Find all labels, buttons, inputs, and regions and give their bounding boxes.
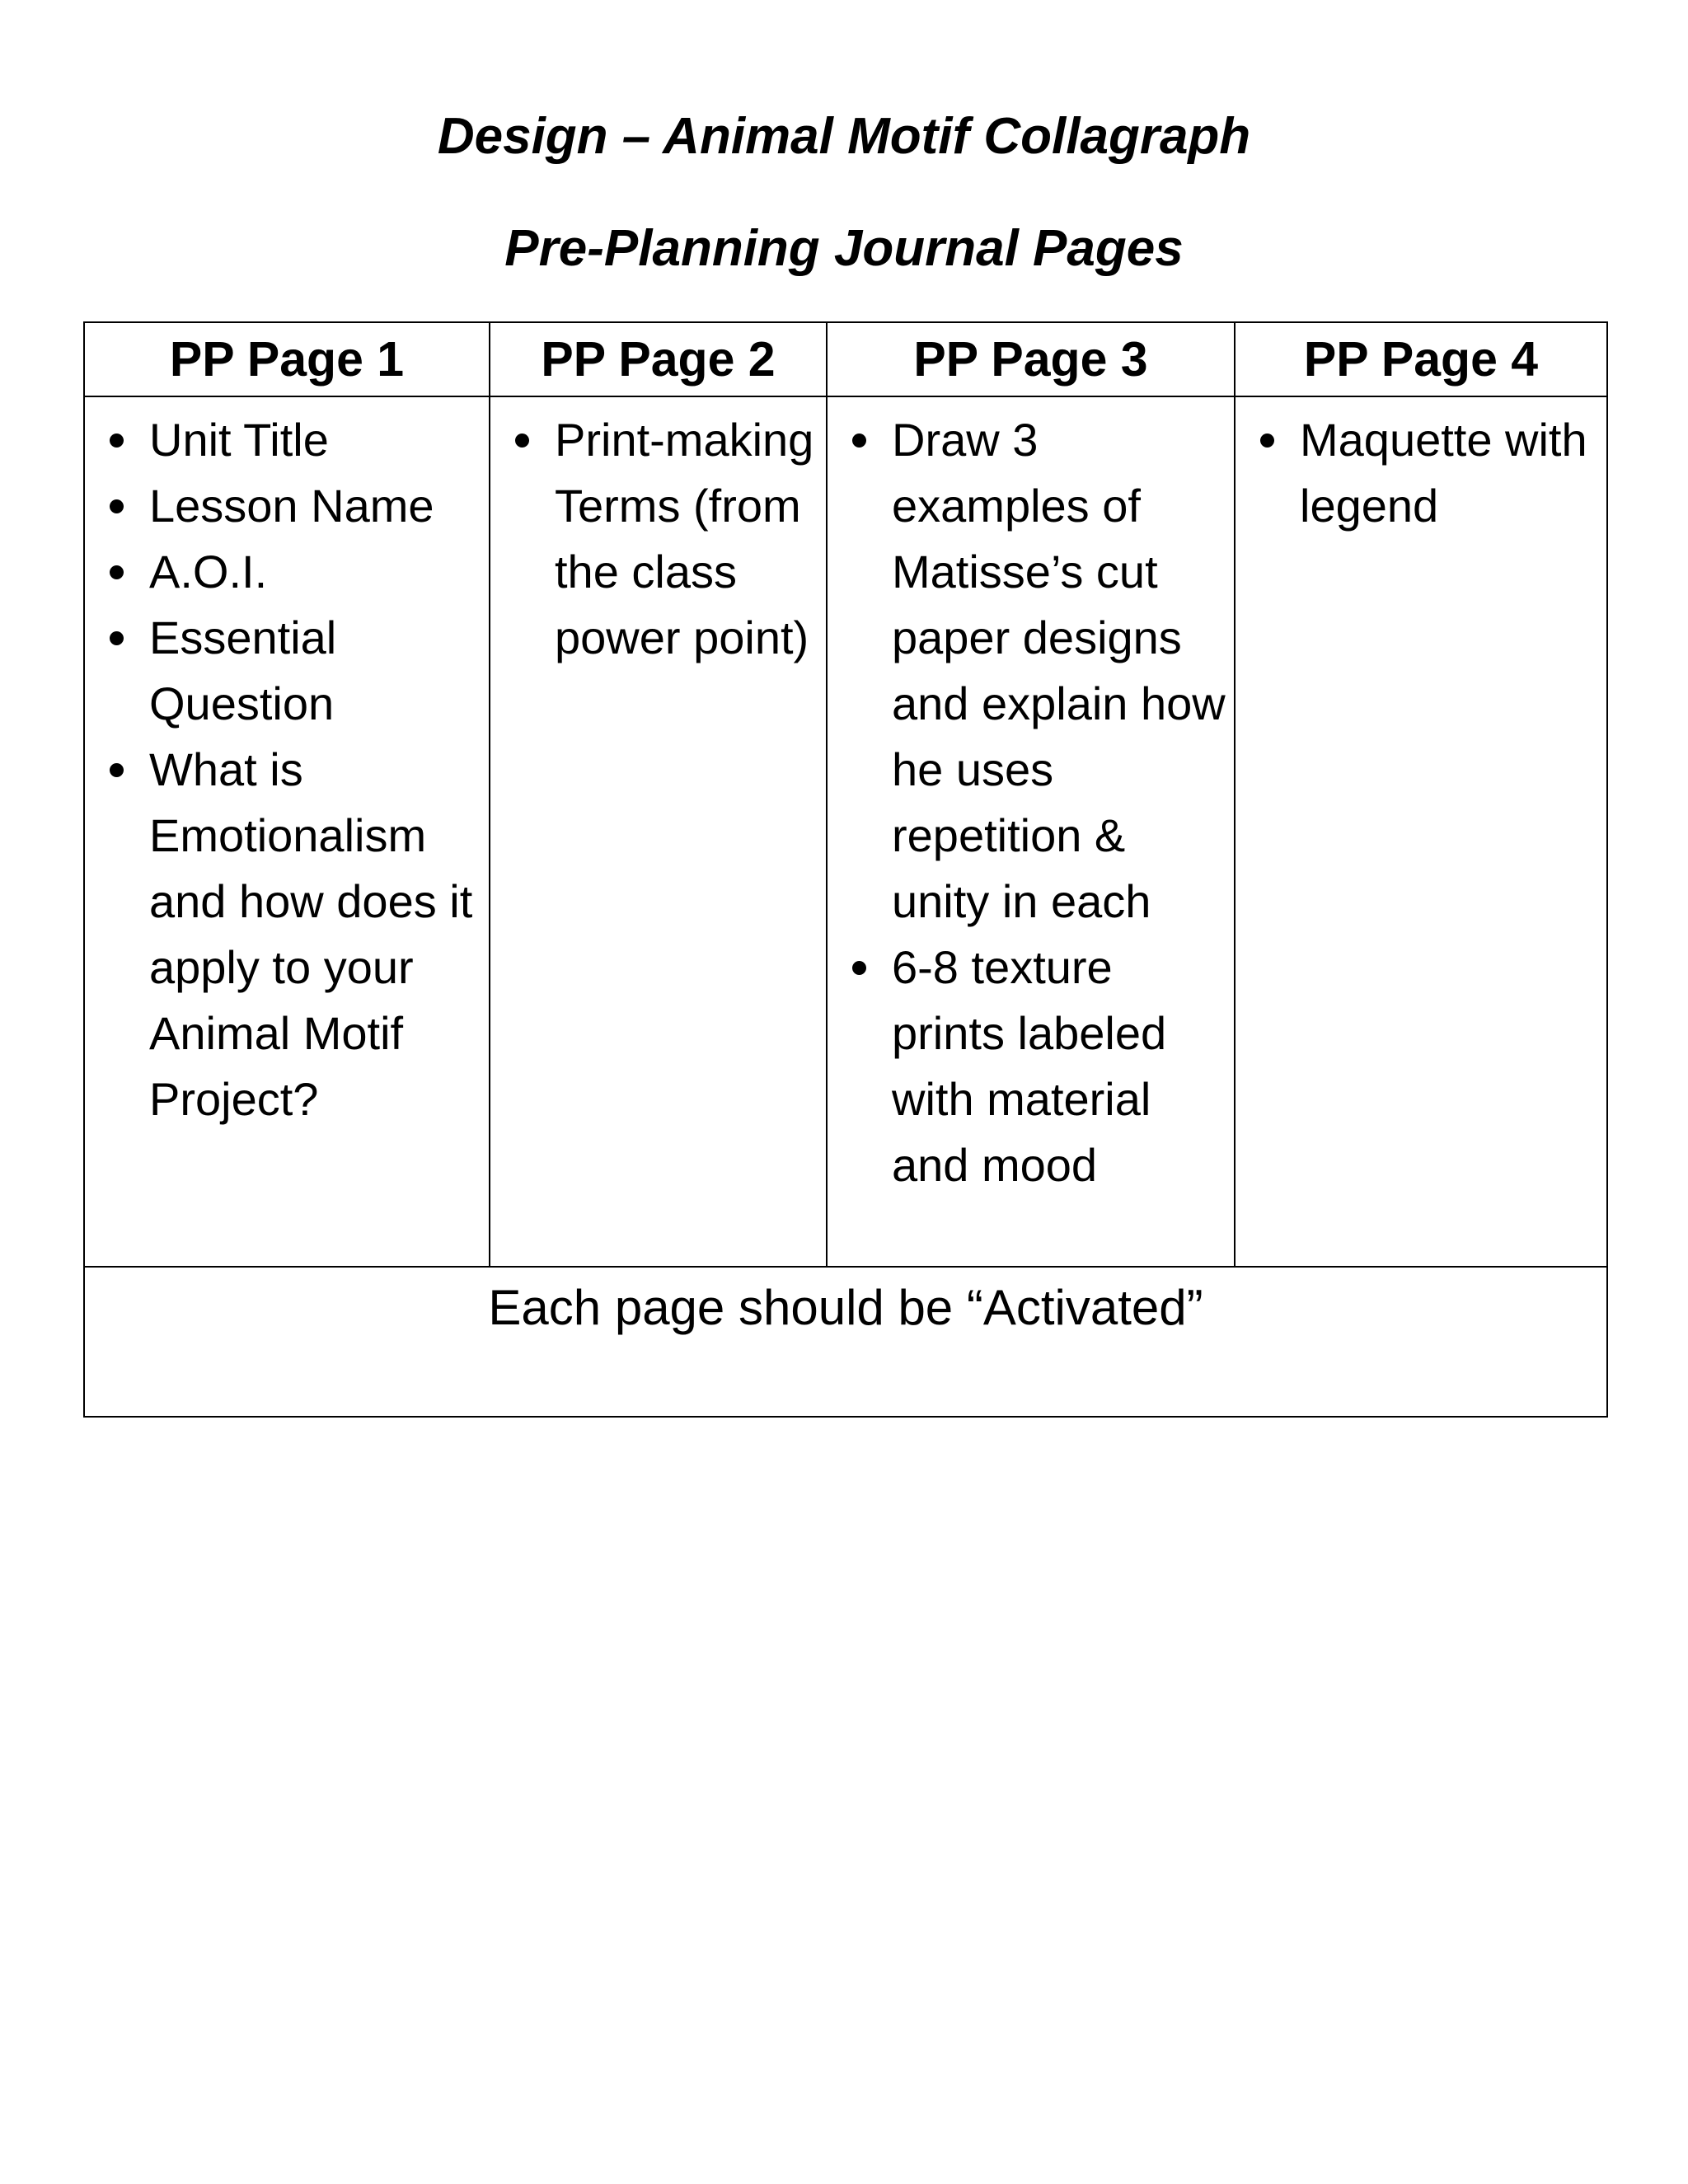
header-row [84, 322, 1607, 396]
list-item: Print-making Terms (from the class power point) [500, 407, 818, 671]
pp-page-2-cell [490, 396, 827, 1267]
list-item: A.O.I. [95, 539, 481, 605]
footer-row [84, 1267, 1607, 1417]
document-subtitle: Pre-Planning Journal Pages [504, 220, 1184, 277]
column-heading-pp-page-2: PP Page 2 [490, 322, 827, 396]
column-heading-pp-page-4: PP Page 4 [1235, 322, 1607, 396]
pp-page-1-list [85, 397, 489, 1132]
pp-page-1-cell [84, 396, 490, 1267]
list-item: Essential Question [95, 605, 481, 737]
list-item: 6-8 texture prints labeled with material and mood [837, 935, 1226, 1198]
column-heading-pp-page-3: PP Page 3 [827, 322, 1235, 396]
list-item: Lesson Name [95, 473, 481, 539]
pp-page-4-list [1236, 397, 1606, 539]
list-item: Unit Title [95, 407, 481, 473]
list-item: Draw 3 examples of Matisse’s cut paper designs and explain how he uses repetition & unity in each [837, 407, 1226, 935]
pp-page-3-cell [827, 396, 1235, 1267]
list-item: What is Emotionalism and how does it apply to your Animal Motif Project? [95, 737, 481, 1132]
activation-note: Each page should be “Activated” [84, 1267, 1607, 1417]
journal-pages-table [83, 321, 1608, 1418]
pp-page-3-list [828, 397, 1234, 1198]
column-heading-pp-page-1: PP Page 1 [84, 322, 490, 396]
pp-page-4-cell [1235, 396, 1607, 1267]
list-item: Maquette with legend [1245, 407, 1598, 539]
content-row [84, 396, 1607, 1267]
pp-page-2-list [490, 397, 826, 671]
document-title: Design – Animal Motif Collagraph [437, 108, 1251, 165]
